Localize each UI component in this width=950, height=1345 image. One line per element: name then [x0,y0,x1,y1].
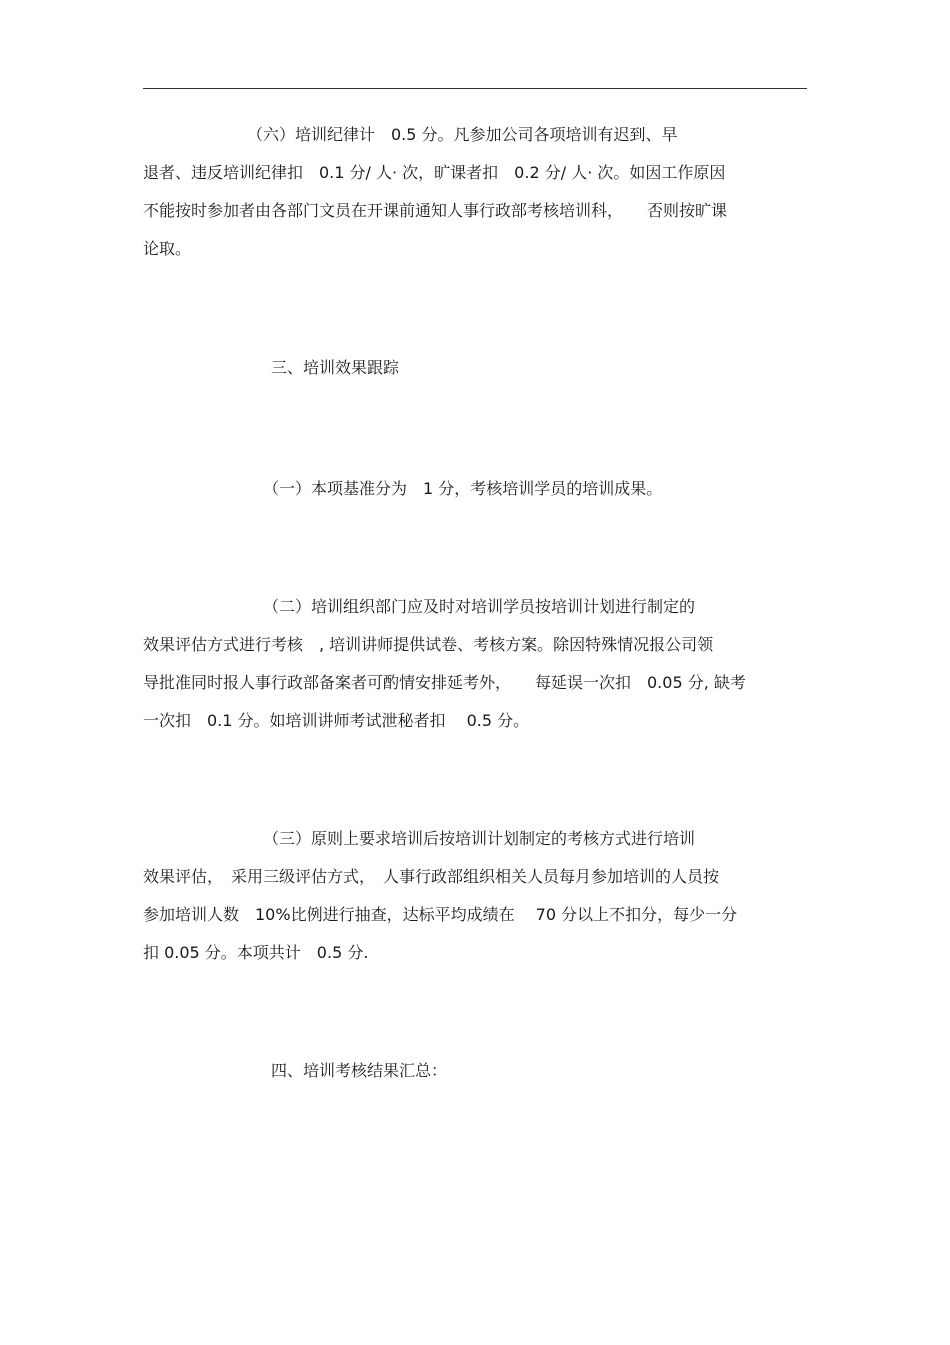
paragraph-line: 导批准同时报人事行政部备案者可酌情安排延考外， 每延误一次扣 0.05 分, 缺考 [143,673,746,692]
paragraph-line: 不能按时参加者由各部门文员在开课前通知人事行政部考核培训科， 否则按旷课 [143,201,728,220]
paragraph-line: 退者、违反培训纪律扣 0.1 分/ 人· 次，旷课者扣 0.2 分/ 人· 次。如因工作原因 [143,163,726,182]
header-rule [143,88,807,89]
section-heading: 三、培训效果跟踪 [143,358,400,377]
paragraph-line: 效果评估方式进行考核 , 培训讲师提供试卷、考核方案。除因特殊情况报公司领 [143,635,714,654]
paragraph-line: （二）培训组织部门应及时对培训学员按培训计划进行制定的 [143,597,696,616]
paragraph-line: 效果评估， 采用三级评估方式， 人事行政部组织相关人员每月参加培训的人员按 [143,867,720,886]
paragraph-line: 论取。 [143,239,192,258]
paragraph-line: 扣 0.05 分。本项共计 0.5 分. [143,943,369,962]
section-heading: 四、培训考核结果汇总： [143,1061,448,1080]
paragraph-line: （六）培训纪律计 0.5 分。凡参加公司各项培训有迟到、早 [143,125,678,144]
paragraph-line: 参加培训人数 10%比例进行抽查，达标平均成绩在 70 分以上不扣分，每少一分 [143,905,738,924]
paragraph-line: 一次扣 0.1 分。如培训讲师考试泄秘者扣 0.5 分。 [143,711,530,730]
paragraph-line: （三）原则上要求培训后按培训计划制定的考核方式进行培训 [143,829,696,848]
paragraph-line: （一）本项基准分为 1 分，考核培训学员的培训成果。 [143,479,663,498]
